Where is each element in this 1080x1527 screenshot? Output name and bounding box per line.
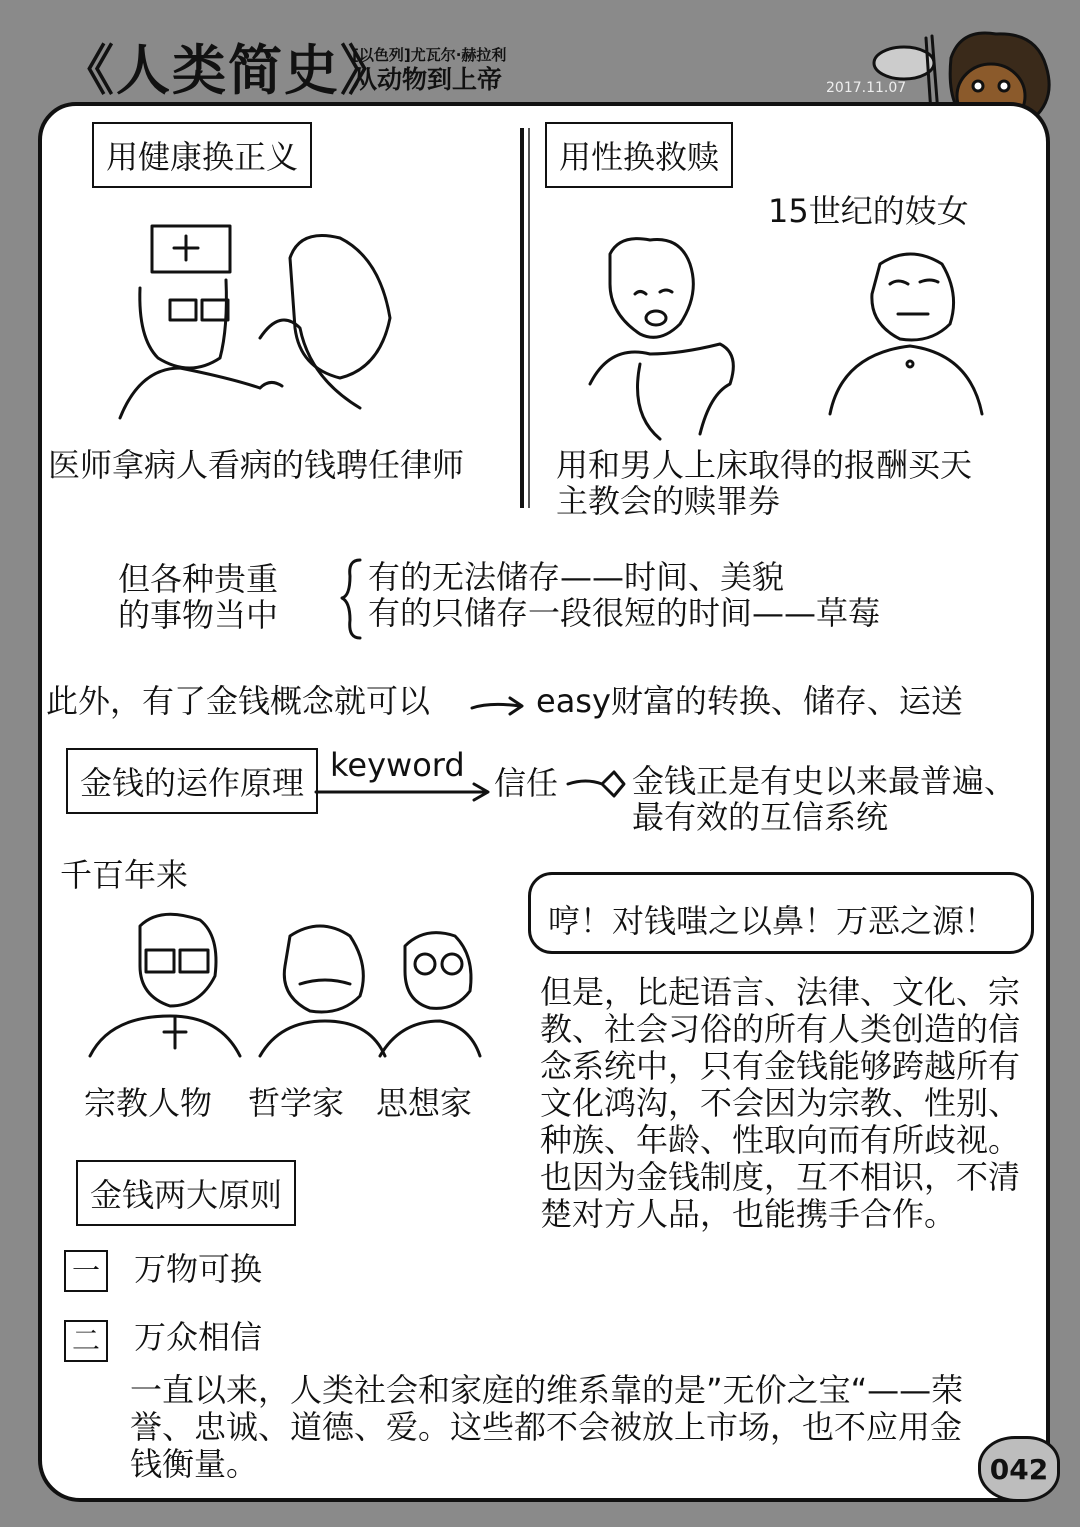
date-label: 2017.11.07 <box>826 80 907 96</box>
curly-brace-icon <box>340 556 364 642</box>
label-money-principle: 金钱的运作原理 <box>66 748 318 814</box>
figure-label-religious: 宗教人物 <box>84 1084 213 1122</box>
money-concept-prefix: 此外，有了金钱概念就可以 <box>46 682 431 720</box>
principle-1-number: 一 <box>64 1250 108 1292</box>
conclusion-line1: 金钱正是有史以来最普遍、 <box>632 762 1017 800</box>
speech-bubble-text: 哼！对钱嗤之以鼻！万恶之源！ <box>548 902 997 940</box>
storage-lead-line1: 但各种贵重 <box>118 560 279 598</box>
principle-2-number: 二 <box>64 1320 108 1362</box>
storage-lead-line2: 的事物当中 <box>118 596 279 634</box>
principle-2-text: 万众相信 <box>134 1318 263 1356</box>
panel-divider-shadow <box>528 128 530 508</box>
money-concept-result: easy财富的转换、储存、运送 <box>536 682 963 720</box>
label-sex-for-redemption: 用性换救赎 <box>545 122 733 188</box>
arrow-right-icon <box>314 782 494 802</box>
book-title: 《人类简史》 <box>60 39 396 102</box>
millennia-heading: 千百年来 <box>60 856 189 894</box>
woman-and-priest-illustration-icon <box>580 234 990 444</box>
keyword-label: keyword <box>330 746 465 784</box>
doctor-patient-illustration-icon <box>110 218 410 428</box>
book-subtitle: 从动物到上帝 <box>352 65 503 94</box>
storage-item-2: 有的只储存一段很短的时间——草莓 <box>368 594 881 632</box>
panel-divider <box>520 128 524 508</box>
three-thinkers-illustration-icon <box>80 906 500 1076</box>
arrow-right-icon <box>470 696 526 716</box>
prostitute-note: 15世纪的妓女 <box>768 192 969 230</box>
figure-label-philosopher: 哲学家 <box>248 1084 345 1122</box>
principles-footer-paragraph: 一直以来，人类社会和家庭的维系靠的是”无价之宝“——荣誉、忠诚、道德、爱。这些都不会被放上市场，也不应用金钱衡量。 <box>130 1371 964 1483</box>
belief-paragraph: 但是，比起语言、法律、文化、宗教、社会习俗的所有人类创造的信念系统中，只有金钱能够跨越所有文化鸿沟，不会因为宗教、性别、种族、年龄、性取向而有所歧视。也因为金钱制度，互不相识，不清楚对方人品，也能携手合作。 <box>540 973 1021 1233</box>
figure-label-thinker: 思想家 <box>376 1084 473 1122</box>
label-health-for-justice: 用健康换正义 <box>92 122 312 188</box>
left-caption: 医师拿病人看病的钱聘任律师 <box>48 446 465 484</box>
right-caption-line2: 主教会的赎罪券 <box>556 482 781 520</box>
conclusion-line2: 最有效的互信系统 <box>632 798 889 836</box>
book-author: [以色列]尤瓦尔·赫拉利 <box>352 46 507 64</box>
page-number-badge: 042 <box>978 1436 1060 1502</box>
right-caption-line1: 用和男人上床取得的报酬买天 <box>556 446 973 484</box>
label-two-principles: 金钱两大原则 <box>76 1160 296 1226</box>
principle-1-text: 万物可换 <box>134 1250 263 1288</box>
storage-item-1: 有的无法储存——时间、美貌 <box>368 558 785 596</box>
trust-label: 信任 <box>494 764 559 802</box>
arrow-right-icon <box>566 768 628 798</box>
